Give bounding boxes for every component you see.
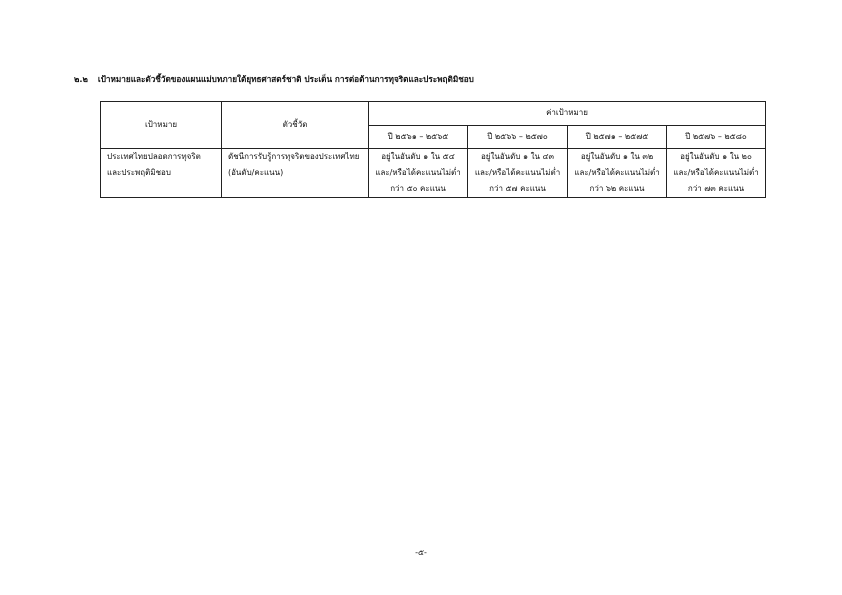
goals-table (100, 101, 766, 198)
header-goal: เป้าหมาย (101, 102, 222, 149)
goal-cell: ประเทศไทยปลอดการทุจริตและประพฤติมิชอบ (101, 149, 222, 198)
target-value-cell-4: อยู่ในอันดับ ๑ ใน ๒๐ และ/หรือได้คะแนนไม่ต่ำกว่า ๗๓ คะแนน (667, 149, 766, 198)
section-title: เป้าหมายและตัวชี้วัดของแผนแม่บทภายใต้ยุทธศาสตร์ชาติ ประเด็น การต่อต้านการทุจริตและประพฤติมิชอบ (97, 74, 474, 84)
page-number: -๕- (415, 548, 427, 557)
header-year-3: ปี ๒๕๗๑ – ๒๕๗๕ (568, 125, 667, 149)
target-value-cell-1: อยู่ในอันดับ ๑ ใน ๕๔ และ/หรือได้คะแนนไม่ต่ำกว่า ๕๐ คะแนน (369, 149, 468, 198)
table-row (101, 149, 766, 198)
section-heading (74, 73, 774, 86)
header-year-1: ปี ๒๕๖๑ – ๒๕๖๕ (369, 125, 468, 149)
table-header-row (101, 102, 766, 126)
section-number: ๒.๒ (74, 74, 88, 84)
indicator-cell: ดัชนีการรับรู้การทุจริตของประเทศไทย (อันดับ/คะแนน) (222, 149, 369, 198)
target-value-cell-3: อยู่ในอันดับ ๑ ใน ๓๒ และ/หรือได้คะแนนไม่ต่ำกว่า ๖๒ คะแนน (568, 149, 667, 198)
header-target-values: ค่าเป้าหมาย (369, 102, 766, 126)
header-year-2: ปี ๒๕๖๖ – ๒๕๗๐ (468, 125, 568, 149)
header-indicator: ตัวชี้วัด (222, 102, 369, 149)
header-year-4: ปี ๒๕๗๖ – ๒๕๘๐ (667, 125, 766, 149)
target-value-cell-2: อยู่ในอันดับ ๑ ใน ๔๓ และ/หรือได้คะแนนไม่ต่ำกว่า ๕๗ คะแนน (468, 149, 568, 198)
